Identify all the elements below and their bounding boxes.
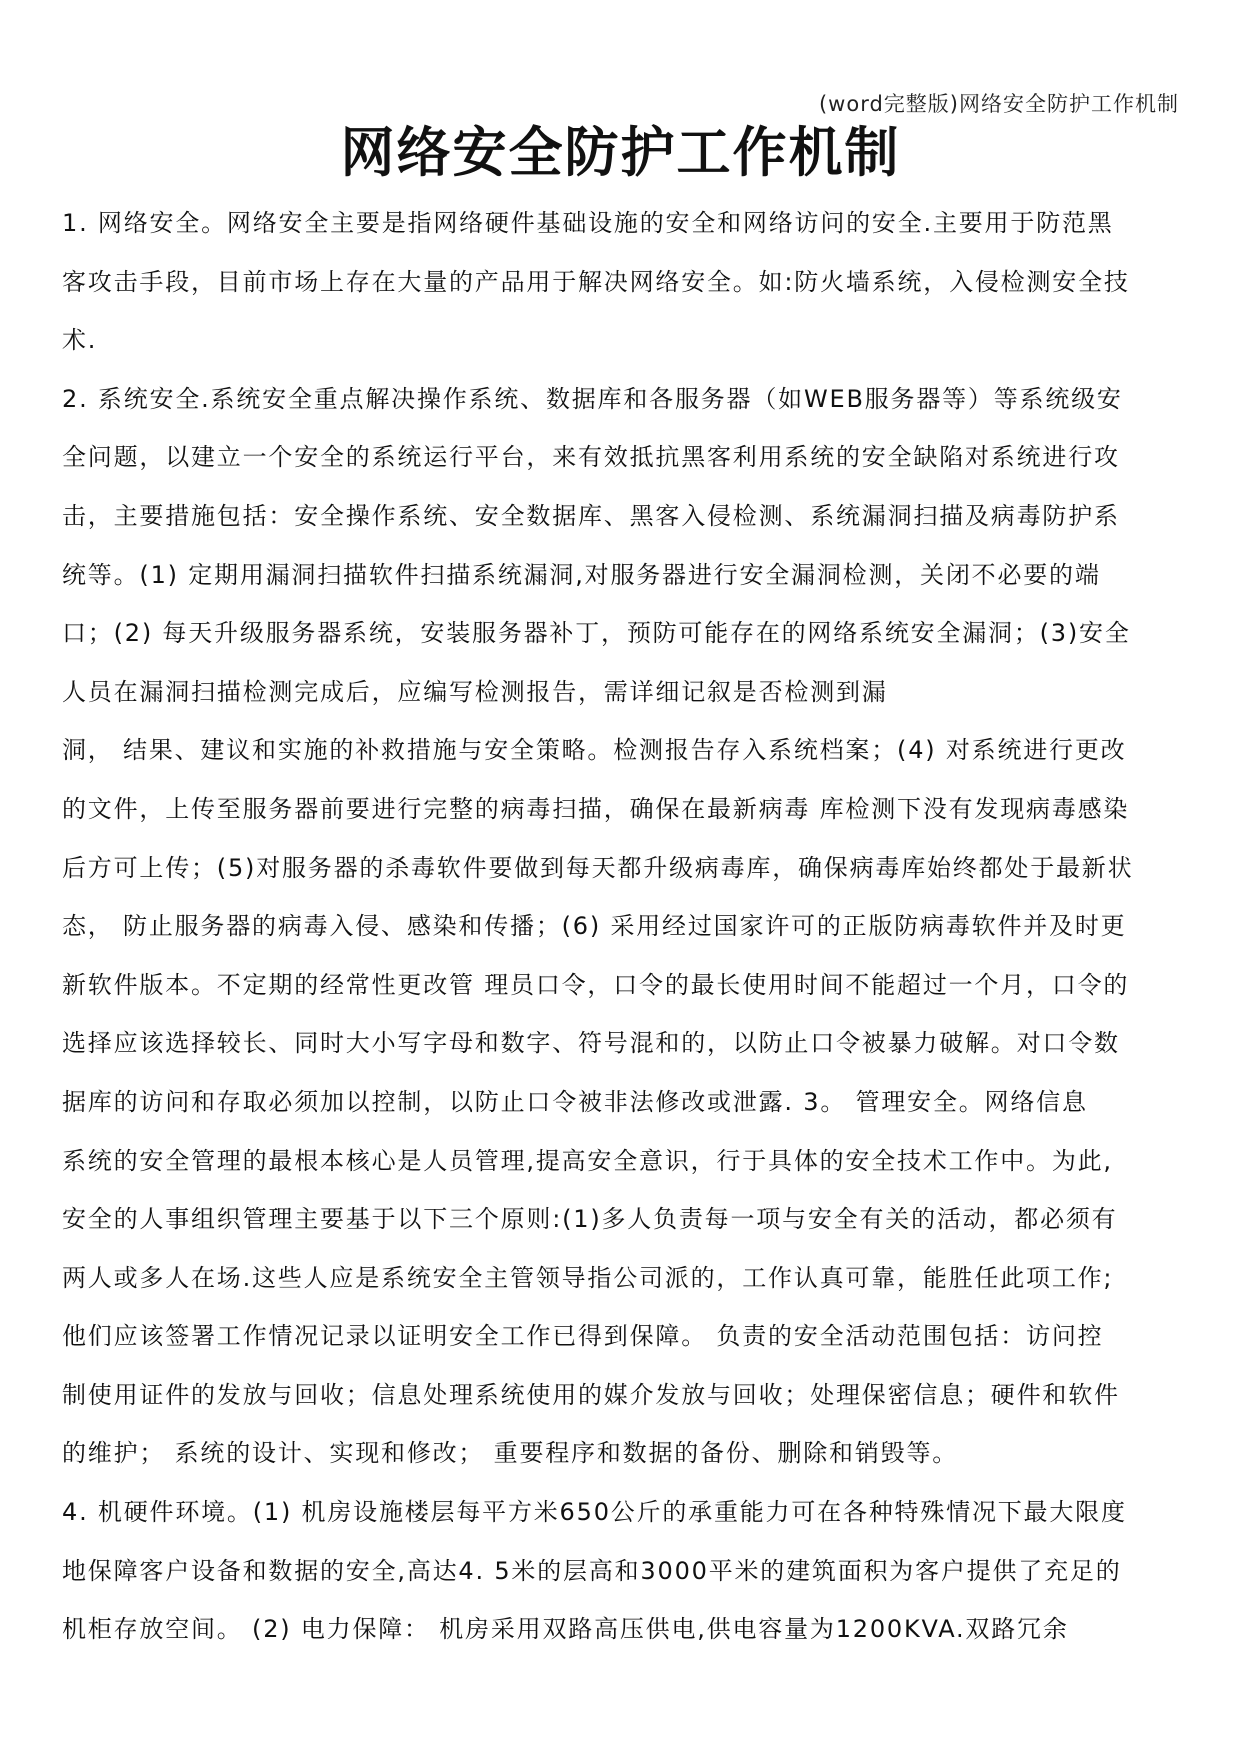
body-line: 全问题，以建立一个安全的系统运行平台，来有效抵抗黑客利用系统的安全缺陷对系统进行攻 xyxy=(62,443,1120,472)
body-line: 地保障客户设备和数据的安全,高达4. 5米的层高和3000平米的建筑面积为客户提供了充足的 xyxy=(62,1556,1122,1585)
body-line: 据库的访问和存取必须加以控制，以防止口令被非法修改或泄露. 3。 管理安全。网络信息 xyxy=(62,1087,1088,1116)
body-line: 人员在漏洞扫描检测完成后，应编写检测报告，需详细记叙是否检测到漏 xyxy=(62,677,888,706)
body-line: 洞， 结果、建议和实施的补救措施与安全策略。检测报告存入系统档案；(4) 对系统进行更改 xyxy=(62,736,1127,765)
body-line: 口；(2) 每天升级服务器系统，安装服务器补丁，预防可能存在的网络系统安全漏洞；(3)安全 xyxy=(62,619,1131,648)
body-line: 的维护； 系统的设计、实现和修改； 重要程序和数据的备份、删除和销毁等。 xyxy=(62,1439,959,1468)
body-line: 后方可上传；(5)对服务器的杀毒软件要做到每天都升级病毒库，确保病毒库始终都处于最新状 xyxy=(62,853,1134,882)
body-line: 客攻击手段，目前市场上存在大量的产品用于解决网络安全。如:防火墙系统，入侵检测安全技 xyxy=(62,267,1130,296)
body-line: 两人或多人在场.这些人应是系统安全主管领导指公司派的，工作认真可靠，能胜任此项工作; xyxy=(62,1263,1114,1292)
document-title: 网络安全防护工作机制 xyxy=(340,120,901,184)
body-line: 他们应该签署工作情况记录以证明安全工作已得到保障。 负责的安全活动范围包括：访问控 xyxy=(62,1322,1104,1351)
running-header: (word完整版)网络安全防护工作机制 xyxy=(818,92,1179,116)
body-line: 选择应该选择较长、同时大小写字母和数字、符号混和的，以防止口令被暴力破解。对口令数 xyxy=(62,1029,1120,1058)
body-line: 系统的安全管理的最根本核心是人员管理,提高安全意识，行于具体的安全技术工作中。为此, xyxy=(62,1146,1113,1175)
body-line: 安全的人事组织管理主要基于以下三个原则:(1)多人负责每一项与安全有关的活动，都必须有 xyxy=(62,1205,1118,1234)
body-line: 2. 系统安全.系统安全重点解决操作系统、数据库和各服务器（如WEB服务器等）等系统级安 xyxy=(62,384,1123,413)
body-line: 1. 网络安全。网络安全主要是指网络硬件基础设施的安全和网络访问的安全.主要用于防范黑 xyxy=(62,209,1114,237)
body-line: 4. 机硬件环境。(1) 机房设施楼层每平方米650公斤的承重能力可在各种特殊情况下最大限度 xyxy=(62,1498,1127,1527)
body-line: 新软件版本。不定期的经常性更改管 理员口令，口令的最长使用时间不能超过一个月，口令的 xyxy=(62,970,1130,999)
body-line: 制使用证件的发放与回收；信息处理系统使用的媒介发放与回收；处理保密信息；硬件和软件 xyxy=(62,1380,1120,1409)
body-line: 术. xyxy=(62,326,98,355)
body-line: 统等。(1) 定期用漏洞扫描软件扫描系统漏洞,对服务器进行安全漏洞检测，关闭不必要的端 xyxy=(62,560,1101,589)
body-line: 态， 防止服务器的病毒入侵、感染和传播；(6) 采用经过国家许可的正版防病毒软件并及时更 xyxy=(62,912,1127,941)
body-line: 击，主要措施包括：安全操作系统、安全数据库、黑客入侵检测、系统漏洞扫描及病毒防护系 xyxy=(62,501,1120,530)
document-body xyxy=(62,194,1180,1659)
body-line: 的文件，上传至服务器前要进行完整的病毒扫描，确保在最新病毒 库检测下没有发现病毒感染 xyxy=(62,794,1130,823)
body-line: 机柜存放空间。 (2) 电力保障： 机房采用双路高压供电,供电容量为1200KVA.双路冗余 xyxy=(62,1615,1069,1644)
